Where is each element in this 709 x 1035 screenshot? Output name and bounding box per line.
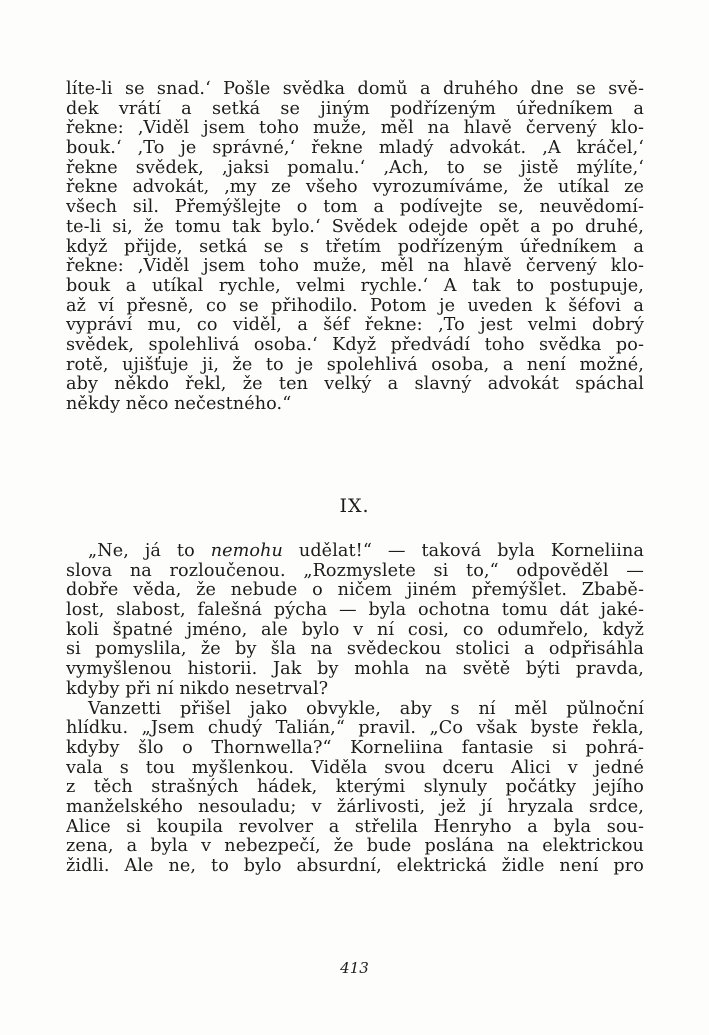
text-line: kdyby při ní nikdo nesetrval? [66, 679, 329, 699]
text-line: svědek, spolehlivá osoba.‘ Když předvádí toho svědka po- [66, 335, 644, 355]
text-line: líte-li se snad.‘ Pošle svědka domů a druhého dne se svě- [66, 80, 644, 99]
text-line: aby někdo řekl, že ten velký a slavný advokát spáchal [66, 375, 644, 395]
text-line: dek vrátí a setká se jiným podřízeným úředníkem a [66, 99, 644, 119]
text-line: z těch strašných hádek, kterými slynuly počátky jejího [66, 778, 644, 798]
page-number: 413 [340, 959, 369, 977]
chapter-heading: IX. [339, 495, 370, 517]
text-line: bouk.‘ ‚To je správné,‘ řekne mladý advokát. ‚A kráčel,‘ [66, 139, 644, 159]
text-line: kdyby šlo o Thornwella?“ Korneliina fantasie si pohrá- [66, 738, 644, 758]
text-line: řekne: ‚Viděl jsem toho muže, měl na hlavě červený klo- [66, 119, 644, 139]
text-line: bouk a utíkal rychle, velmi rychle.‘ A tak to postupuje, [66, 276, 644, 296]
text-line: když přijde, setká se s třetím podřízeným úředníkem a [66, 237, 644, 257]
text-line: všech sil. Přemýšlejte o tom a podívejte se, neuvědomí- [66, 198, 644, 218]
paragraph-first-line: Vanzetti přišel jako obvykle, aby s ní měl půlnoční [88, 699, 644, 719]
quote-start: „Ne, já to [88, 542, 211, 561]
text-line: vymyšlenou historii. Jak by mohla na světě býti pravda, [66, 660, 644, 680]
text-line: dobře věda, že nebude o ničem jiném přemýšlet. Zbabě- [66, 581, 644, 601]
quote-end: udělat!“ — taková byla Korneliina [282, 542, 644, 561]
text-line: řekne: ‚Viděl jsem toho muže, měl na hlavě červený klo- [66, 257, 644, 277]
text-block-bottom [66, 542, 644, 877]
text-line: lost, slabost, falešná pýcha — byla ochotna tomu dát jaké- [66, 601, 644, 621]
text-line: koli špatné jméno, ale bylo v ní cosi, co odumřelo, když [66, 620, 644, 640]
text-block-top [66, 80, 644, 415]
text-line: zena, a byla v nebezpečí, že bude poslána na elektrickou [66, 837, 644, 857]
text-line: vala s tou myšlenkou. Viděla svou dceru Alici v jedné [66, 758, 644, 778]
emphasized-word: nemohu [210, 542, 283, 561]
text-line: někdy něco nečestného.“ [66, 395, 292, 414]
text-line: řekne advokát, ‚my ze všeho vyrozumíváme, že utíkal ze [66, 178, 644, 198]
paragraph-first-line [66, 542, 644, 562]
text-line: židli. Ale ne, to bylo absurdní, elektrická židle není pro [66, 857, 644, 876]
text-line: vypráví mu, co viděl, a šéf řekne: ‚To jest velmi dobrý [66, 316, 644, 336]
text-line: Alice si koupila revolver a střelila Henryho a byla sou- [66, 817, 644, 837]
text-line: manželského nesouladu; v žárlivosti, jež jí hryzala srdce, [66, 797, 644, 817]
text-line: až ví přesně, co se přihodilo. Potom je uveden k šéfovi a [66, 296, 644, 316]
text-line: si pomyslila, že by šla na svědeckou stolici a odpřisáhla [66, 640, 644, 660]
text-line: řekne svědek, ‚jaksi pomalu.‘ ‚Ach, to se jistě mýlíte,‘ [66, 158, 644, 178]
text-line: te-li si, že tomu tak bylo.‘ Svědek odejde opět a po druhé, [66, 217, 644, 237]
text-line: hlídku. „Jsem chudý Talián,“ pravil. „Co však byste řekla, [66, 719, 644, 739]
text-line: rotě, ujišťuje ji, že to je spolehlivá osoba, a není možné, [66, 355, 644, 375]
text-line: slova na rozloučenou. „Rozmyslete si to,“ odpověděl — [66, 561, 644, 581]
